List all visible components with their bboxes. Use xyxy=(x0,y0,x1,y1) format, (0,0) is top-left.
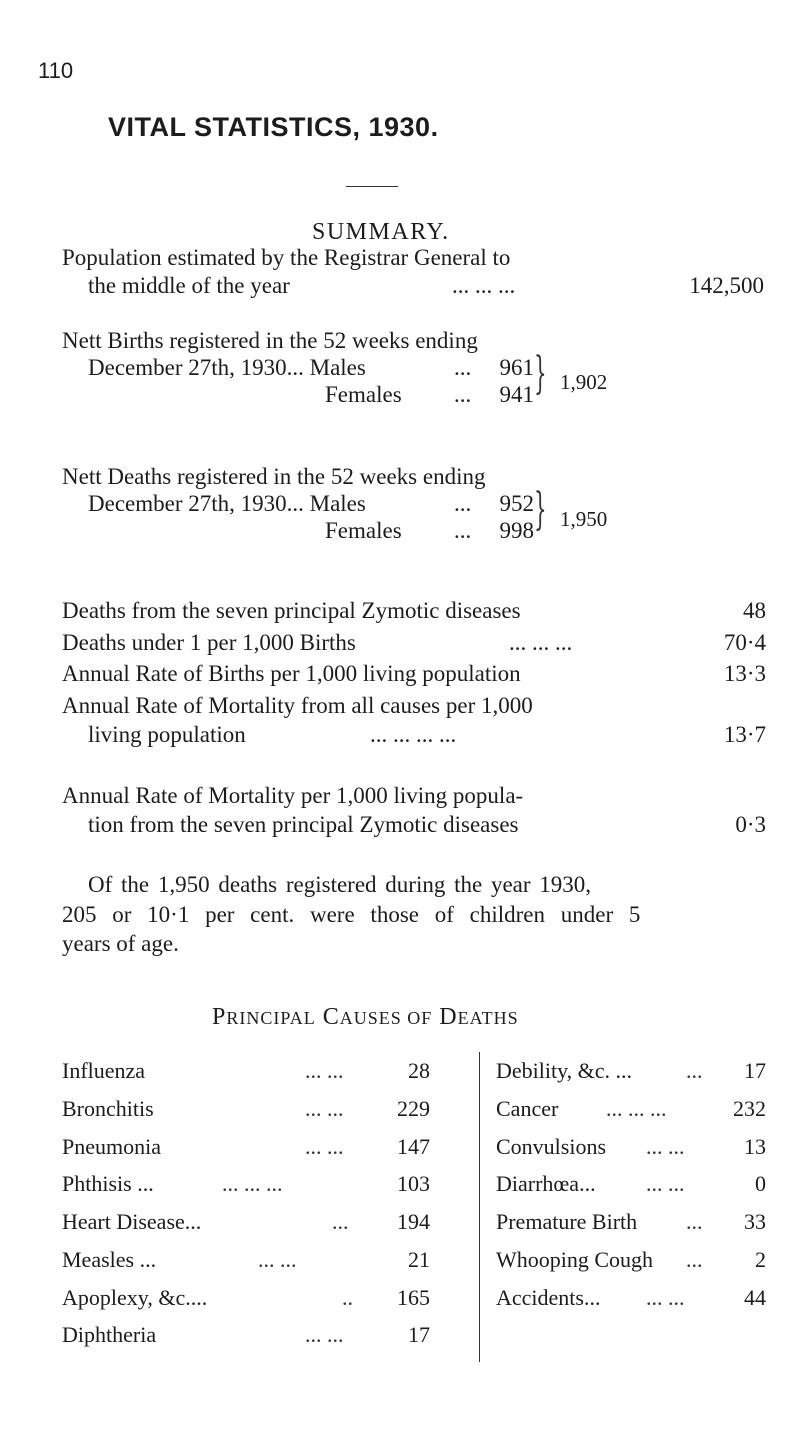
paragraph-line-3: years of age. xyxy=(62,931,179,956)
deaths-brace-icon: } xyxy=(534,484,547,535)
title-divider xyxy=(346,186,398,187)
cause-name: Cancer xyxy=(496,1096,559,1121)
deaths-females-label: Females xyxy=(325,518,402,543)
population-line-1: Population estimated by the Registrar General to xyxy=(62,245,511,270)
rate-label: Deaths under 1 per 1,000 Births xyxy=(62,630,356,655)
cause-dots: ... xyxy=(332,1209,349,1234)
rate-dots: ... ... ... xyxy=(509,630,573,655)
cause-dots: ... ... xyxy=(646,1134,685,1159)
cause-count: 28 xyxy=(408,1058,430,1083)
heading-cap: C xyxy=(322,1004,340,1030)
column-divider xyxy=(479,1052,480,1362)
cause-dots: ... xyxy=(686,1247,703,1272)
cause-name: Influenza xyxy=(62,1058,146,1083)
deaths-line-1: Nett Deaths registered in the 52 weeks ending xyxy=(62,464,486,489)
cause-count: 2 xyxy=(755,1247,766,1272)
cause-count: 165 xyxy=(397,1285,430,1310)
rate-value: 48 xyxy=(743,598,766,623)
paragraph-line-1: Of the 1,950 deaths registered during the year 1930, xyxy=(88,872,592,897)
cause-count: 0 xyxy=(755,1171,766,1196)
population-line-2: the middle of the year xyxy=(88,273,290,298)
cause-name: Apoplexy, &c.... xyxy=(62,1285,208,1310)
cause-name: Accidents... xyxy=(496,1285,601,1310)
cause-name: Phthisis ... xyxy=(62,1171,154,1196)
cause-count: 194 xyxy=(397,1209,430,1234)
rate-dots: ... ... ... ... xyxy=(370,722,457,747)
cause-name: Whooping Cough xyxy=(496,1247,654,1272)
causes-heading xyxy=(212,1004,519,1031)
cause-name: Diarrhœa... xyxy=(496,1171,596,1196)
rate-value: 13·3 xyxy=(723,661,766,686)
deaths-males-dots: ... xyxy=(454,491,472,516)
rate-label: Annual Rate of Births per 1,000 living population xyxy=(62,661,521,686)
births-line-2: December 27th, 1930... Males xyxy=(88,355,366,380)
cause-dots: ... ... xyxy=(305,1096,344,1121)
heading-word: RINCIPAL xyxy=(226,1008,316,1028)
births-males-dots: ... xyxy=(454,355,472,380)
cause-dots: ... ... xyxy=(258,1247,297,1272)
rate-value: 13·7 xyxy=(723,722,766,747)
heading-word: AUSES OF xyxy=(339,1008,433,1028)
cause-count: 147 xyxy=(397,1134,430,1159)
cause-dots: ... ... xyxy=(646,1285,685,1310)
cause-count: 21 xyxy=(408,1247,430,1272)
heading-cap: D xyxy=(439,1004,458,1030)
heading-cap: P xyxy=(212,1004,227,1030)
cause-name: Debility, &c. ... xyxy=(496,1058,633,1083)
cause-count: 17 xyxy=(408,1322,430,1347)
births-total: 1,902 xyxy=(560,370,608,394)
heading-word: EATHS xyxy=(457,1008,519,1028)
cause-count: 13 xyxy=(744,1134,766,1159)
births-females-value: 941 xyxy=(499,382,534,407)
zymotic-value: 0·3 xyxy=(735,812,766,837)
deaths-line-2: December 27th, 1930... Males xyxy=(88,491,366,516)
cause-count: 44 xyxy=(744,1285,766,1310)
cause-dots: .. xyxy=(342,1285,353,1310)
rate-label: living population xyxy=(88,722,246,747)
page-number: 110 xyxy=(38,58,74,83)
zymotic-line-2: tion from the seven principal Zymotic diseases xyxy=(88,812,519,837)
cause-name: Measles ... xyxy=(62,1247,157,1272)
rate-label: Annual Rate of Mortality from all causes per 1,000 xyxy=(62,693,533,718)
cause-name: Convulsions xyxy=(496,1134,607,1159)
cause-count: 103 xyxy=(397,1171,430,1196)
births-females-label: Females xyxy=(325,382,402,407)
births-line-1: Nett Births registered in the 52 weeks ending xyxy=(62,328,478,353)
cause-name: Premature Birth xyxy=(496,1209,638,1234)
deaths-females-value: 998 xyxy=(499,518,534,543)
cause-name: Pneumonia xyxy=(62,1134,161,1159)
cause-name: Heart Disease... xyxy=(62,1209,202,1234)
population-value: 142,500 xyxy=(689,273,764,298)
cause-dots: ... xyxy=(686,1058,703,1083)
births-brace-icon: } xyxy=(534,348,547,399)
cause-count: 232 xyxy=(733,1096,766,1121)
cause-dots: ... ... ... xyxy=(222,1171,283,1196)
zymotic-line-1: Annual Rate of Mortality per 1,000 living popula- xyxy=(62,783,524,808)
cause-dots: ... ... xyxy=(305,1322,344,1347)
deaths-total: 1,950 xyxy=(560,507,608,531)
rate-value: 70·4 xyxy=(723,630,766,655)
rate-label: Deaths from the seven principal Zymotic diseases xyxy=(62,598,521,623)
cause-count: 17 xyxy=(744,1058,766,1083)
cause-dots: ... ... xyxy=(305,1134,344,1159)
cause-dots: ... xyxy=(686,1209,703,1234)
cause-name: Diphtheria xyxy=(62,1322,157,1347)
deaths-males-value: 952 xyxy=(499,491,534,516)
cause-count: 229 xyxy=(397,1096,430,1121)
paragraph-line-2: 205 or 10·1 per cent. were those of children under 5 xyxy=(62,902,641,927)
cause-name: Bronchitis xyxy=(62,1096,154,1121)
births-females-dots: ... xyxy=(454,382,472,407)
cause-dots: ... ... ... xyxy=(606,1096,667,1121)
page-title: VITAL STATISTICS, 1930. xyxy=(108,112,439,142)
deaths-females-dots: ... xyxy=(454,518,472,543)
births-males-value: 961 xyxy=(499,355,534,380)
cause-count: 33 xyxy=(744,1209,766,1234)
summary-heading: SUMMARY. xyxy=(312,219,450,245)
population-dots: ... ... ... xyxy=(452,273,516,298)
cause-dots: ... ... xyxy=(646,1171,685,1196)
cause-dots: ... ... xyxy=(305,1058,344,1083)
